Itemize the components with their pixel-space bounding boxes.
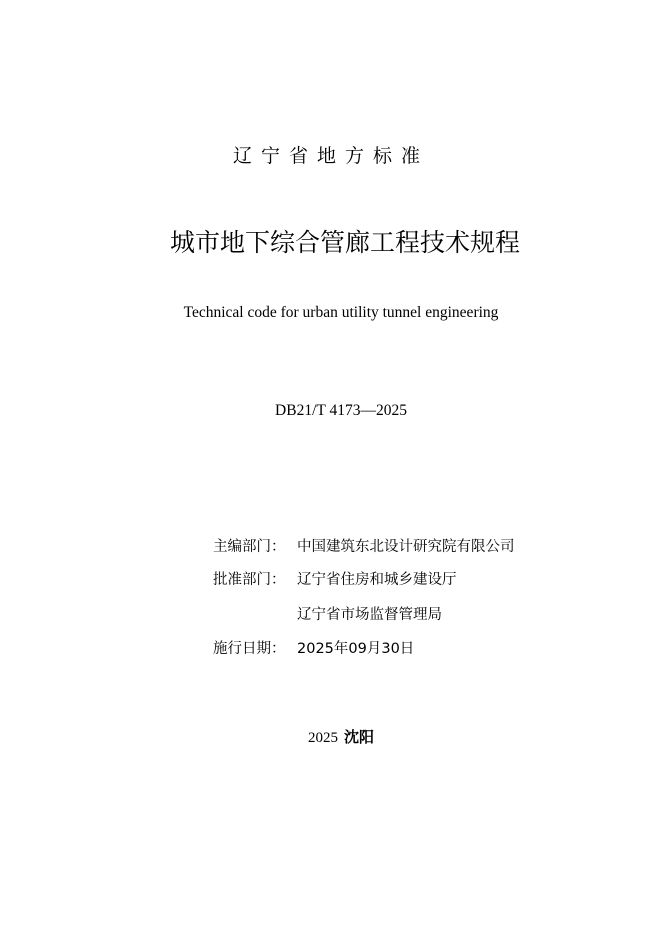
approver-value-1: 辽宁省住房和城乡建设厅 [297, 572, 457, 588]
approver-value-2: 辽宁省市场监督管理局 [297, 607, 442, 623]
publication-year: 2025 [307, 730, 338, 746]
standard-code: DB21/T 4173—2025 [275, 402, 407, 419]
document-title-chinese: 城市地下综合管廊工程技术规程 [169, 228, 520, 257]
standard-category: 辽宁省地方标准 [232, 145, 429, 167]
document-title-english: Technical code for urban utility tunnel engineering [183, 304, 499, 321]
editor-row [213, 536, 515, 558]
effective-date-label: 施行日期： [213, 641, 286, 657]
effective-date-value: 2025年09月30日 [297, 641, 415, 657]
approver-label: 批准部门： [213, 572, 286, 588]
editor-label: 主编部门： [213, 539, 286, 555]
publication-footer [0, 726, 662, 749]
editor-value: 中国建筑东北设计研究院有限公司 [297, 539, 515, 555]
approver-row-2 [213, 604, 442, 626]
approver-row [213, 569, 457, 591]
effective-date-row [213, 638, 414, 660]
publication-city: 沈阳 [343, 728, 374, 746]
